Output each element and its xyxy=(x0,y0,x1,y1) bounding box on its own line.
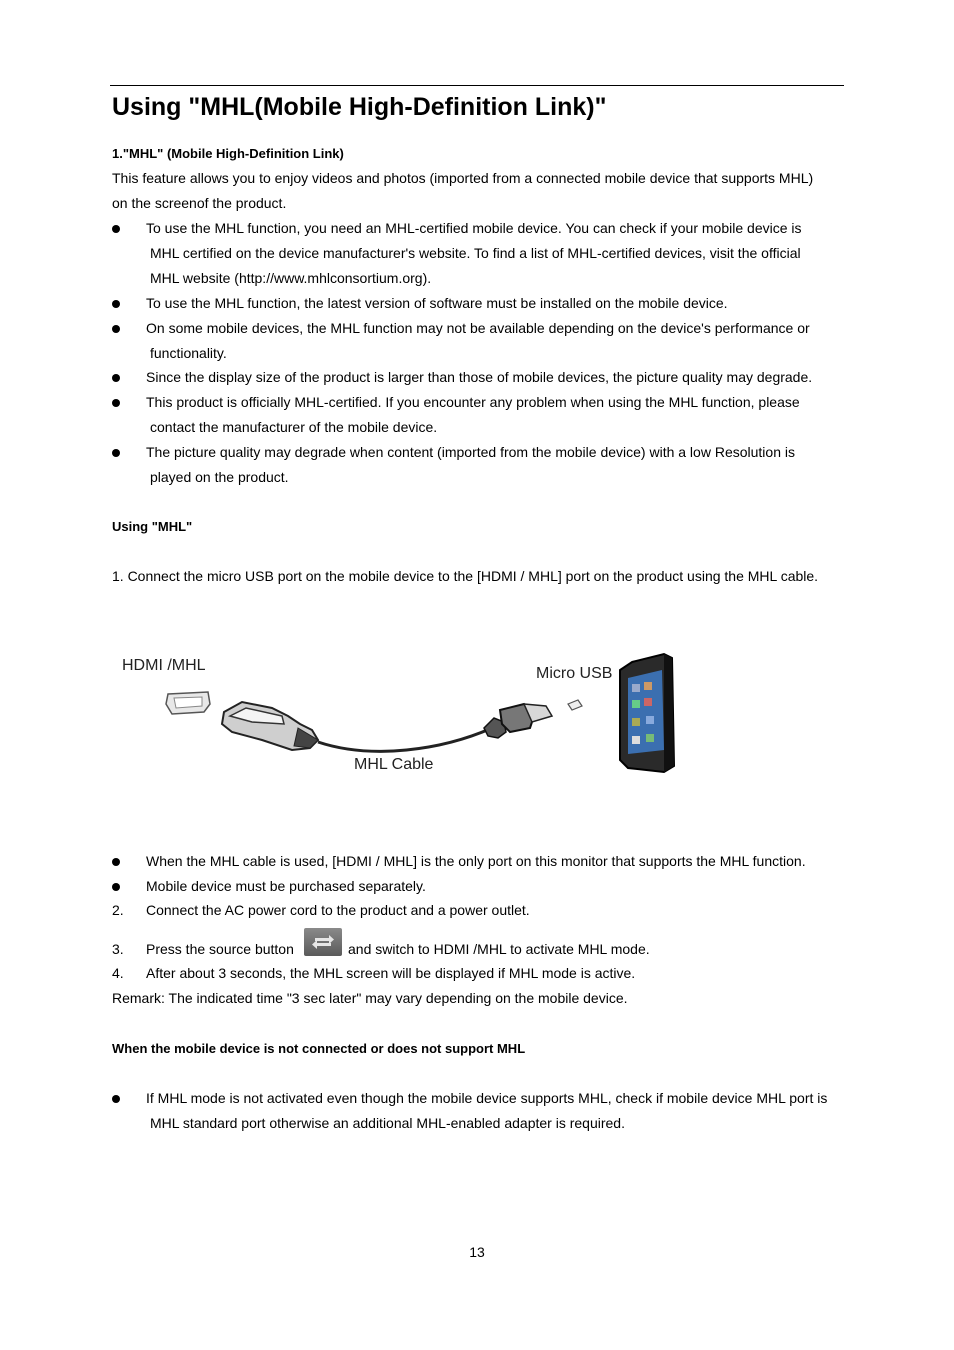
bullet-dot-icon xyxy=(112,858,120,866)
mhl-connection-diagram xyxy=(112,600,692,790)
bullet-3-line1: On some mobile devices, the MHL function may not be available depending on the device's performance or xyxy=(146,320,810,336)
hdmi-plug-icon xyxy=(222,702,318,750)
label-micro-usb: Micro USB xyxy=(536,665,613,682)
bullet-1-line1: To use the MHL function, you need an MHL-certified mobile device. You can check if your mobile device is xyxy=(146,220,802,236)
bullet-3-line2: functionality. xyxy=(150,345,227,361)
intro-text-line2: on the screenof the product. xyxy=(112,195,287,211)
step-2-number: 2. xyxy=(112,902,124,918)
bullet-device-purchase-note: Mobile device must be purchased separately. xyxy=(146,878,426,894)
section-heading-using-mhl: Using "MHL" xyxy=(112,519,193,534)
step-1-text: 1. Connect the micro USB port on the mobile device to the [HDMI / MHL] port on the product using the MHL cable. xyxy=(112,568,819,584)
section-heading-mhl: 1."MHL" (Mobile High-Definition Link) xyxy=(112,146,344,161)
label-mhl-cable: MHL Cable xyxy=(354,756,434,773)
bullet-dot-icon xyxy=(112,883,120,891)
cable-line xyxy=(318,728,492,751)
source-switch-icon xyxy=(304,928,342,956)
micro-usb-port-icon xyxy=(568,700,582,710)
bullet-6-line2: played on the product. xyxy=(150,469,289,485)
step-2-text: Connect the AC power cord to the product and a power outlet. xyxy=(146,902,530,918)
bullet-dot-icon xyxy=(112,449,120,457)
step-4-text: After about 3 seconds, the MHL screen will be displayed if MHL mode is active. xyxy=(146,965,636,981)
bullet-4-line1: Since the display size of the product is larger than those of mobile devices, the picture quality may degrade. xyxy=(146,369,813,385)
step-3-text-before: Press the source button xyxy=(146,941,294,957)
bullet-dot-icon xyxy=(112,1095,120,1103)
header-rule xyxy=(110,85,844,86)
bullet-dot-icon xyxy=(112,399,120,407)
bullet-dot-icon xyxy=(112,300,120,308)
bullet-2-line1: To use the MHL function, the latest version of software must be installed on the mobile device. xyxy=(146,295,728,311)
bullet-dot-icon xyxy=(112,374,120,382)
bullet-dot-icon xyxy=(112,325,120,333)
micro-usb-plug-icon xyxy=(484,704,552,738)
section-heading-not-connected: When the mobile device is not connected or does not support MHL xyxy=(112,1041,526,1056)
bullet-adapter-line2: MHL standard port otherwise an additional MHL-enabled adapter is required. xyxy=(150,1115,625,1131)
step-4-number: 4. xyxy=(112,965,124,981)
bullet-adapter-line1: If MHL mode is not activated even though the mobile device supports MHL, check if mobile device MHL port is xyxy=(146,1090,828,1106)
bullet-6-line1: The picture quality may degrade when content (imported from the mobile device) with a low Resolution is xyxy=(146,444,795,460)
page-number: 13 xyxy=(469,1244,485,1260)
remark-text: Remark: The indicated time "3 sec later" may vary depending on the mobile device. xyxy=(112,990,628,1006)
hdmi-port-icon xyxy=(166,692,210,714)
bullet-mhl-port-note: When the MHL cable is used, [HDMI / MHL] is the only port on this monitor that supports the MHL function. xyxy=(146,853,806,869)
step-3-text-after: and switch to HDMI /MHL to activate MHL mode. xyxy=(348,941,650,957)
bullet-dot-icon xyxy=(112,225,120,233)
bullet-5-line2: contact the manufacturer of the mobile device. xyxy=(150,419,438,435)
bullet-1-line2: MHL certified on the device manufacturer's website. To find a list of MHL-certified devices, visit the official xyxy=(150,245,801,261)
intro-text-line1: This feature allows you to enjoy videos and photos (imported from a connected mobile device that supports MHL) xyxy=(112,170,814,186)
page-title: Using "MHL(Mobile High-Definition Link)" xyxy=(112,93,607,121)
label-hdmi-mhl: HDMI /MHL xyxy=(122,657,206,674)
step-3-number: 3. xyxy=(112,941,124,957)
bullet-1-line3: MHL website (http://www.mhlconsortium.org). xyxy=(150,270,432,286)
bullet-5-line1: This product is officially MHL-certified. If you encounter any problem when using the MHL function, please xyxy=(146,394,800,410)
mobile-phone-icon xyxy=(620,654,674,772)
